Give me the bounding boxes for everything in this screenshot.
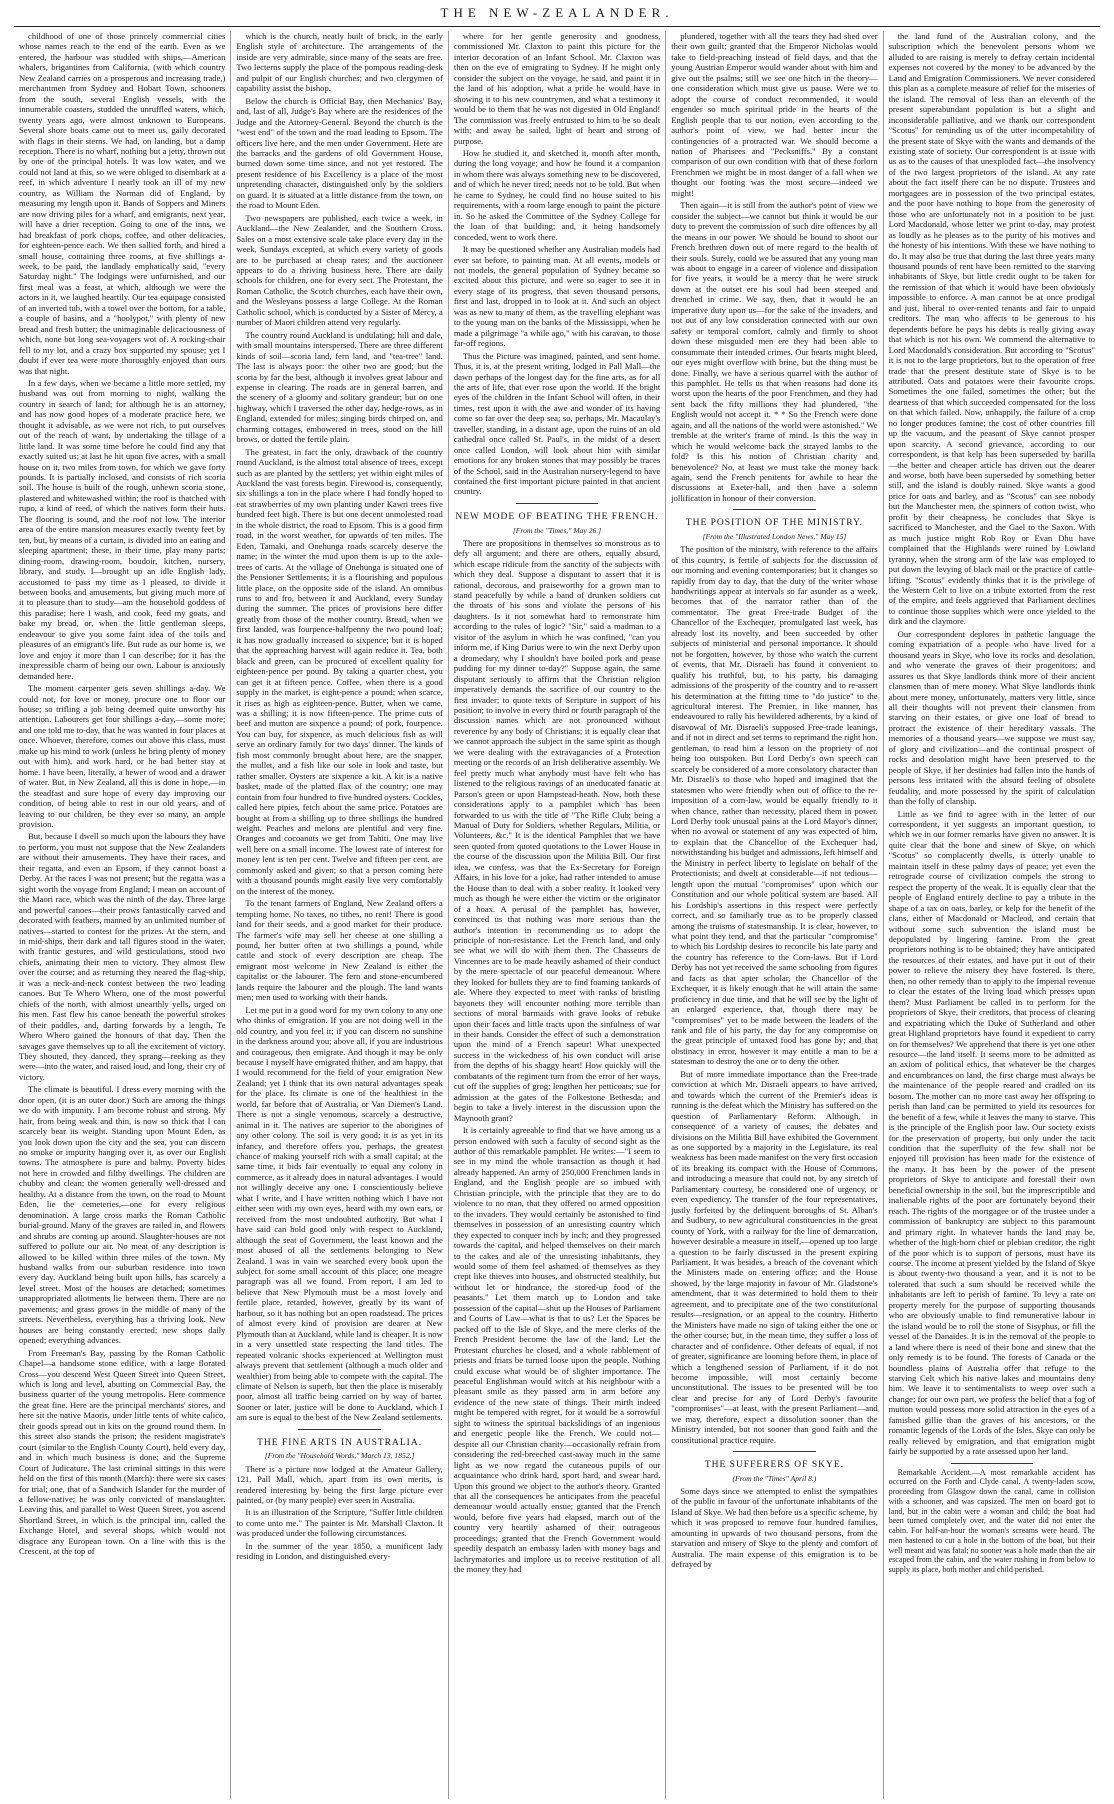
article-title-skye: THE SUFFERERS OF SKYE. — [704, 1460, 845, 1471]
paragraph: the land fund of the Australian colony, and the subscription which the benevolent persons whom we alluded to are raising is merely to defray certain incidental expenses not covered by the money to be advanced by the Land and Emigration Commissioners. We never considered this plan as a complete measure of relief for the miseries of the island. The removal of less than an eleventh of the present superabundant population is but a slight and inconsiderable palliative, and we thank our correspondent "Scotus" for reminding us of the utter incompetability of the present state of Skye with the wants and demands of the existing state of society. Our correspondent is at issue with us as to the causes of that unexploded fact—the insolvency of the two largest proprietors of the island. At any rate about the fact itself there can be no dispute. Trustees and mortgagees are in possession of the two principal estates, and the poor have nothing to hope from the generosity of those who are unfortunately not in a position to be just. Lord Macdonald, whose letter we print to-day, may protest as loudly as he pleases as to the purity of his motives and the honesty of his intentions. With these we have nothing to do. It may also be true that during the last three years many thousand pounds of rent have been remitted to the starving inhabitants of Skye, but little credit ought to be taken for the remission of that which it would have been obviously impossible to enforce. A man cannot be at once prodigal and just, liberal to over-rented tenants and fair to unpaid creditors. The man who affects to be generous to his dependents before he pays his debts is really giving away that which is not his own. We commend the alternative to Lord Macdonald's consideration. But according to "Scotus" it is not to the large proprietors, but to the operation of free trade that the present destitute state of Skye is to be attributed. Oats and potatoes were their favourite crops. Sometimes the one failed, sometimes the other; but the dearness of that which succeeded compensated for the loss on that which failed. Now, unhappily, the failure of a crop no longer produces famine; the cost of other countries fill up the vacuum, and the peasant of Skye cannot prosper upon scarcity. A second grievance, according to our correspondent, is that kelp has been superseded by barilla—the better and cheaper article has driven out the dearer and worse, both have been superseded by something better still, and the island is doubly ruined. Skye wants a good price for oats and barley, and as "Scotus" can see nobody but the Manchester men, the spinners of cotton twist, who profit by their cheapness, he concludes that Skye is sacrificed to Manchester, and the Gael to the Saxon. With as much justice might Rob Roy or Evan Dhu have complained that the Highlands were ruined by Lowland tyranny, when the strong arm of the law was employed to put down the levying of black mail or the practice of cattle-lifting. "Scotus" evidently thinks that it is the privilege of the Western Celt to live on a tribute extorted from the rest of the empire, and feels aggrieved that Parliament declines to continue those supplies which were once yielded to the dirk and the claymore. — [888, 31, 1096, 627]
paragraph: How he studied it, and sketched it, month after month, during the long voyage; and how he found it a companion in whom there was always something new to be discovered, and of which he never tired; needs not to be told. But when he came to Sydney, he could find no house suited to his requirements, with a room large enough to paint the picture in. So he asked the Committee of the Sydney College for the loan of that building; and, it being handsomely conceded, went to work there. — [453, 147, 661, 242]
paragraph: plundered, together with all the tears they had shed over their own guilt; granted that the Emperor Nicholas would take to field-preaching instead of field days, and that the young Austrian Emperor would wander about with him and give out the psalms; still we see one hitch in the theory—one consideration which must give us pause. Were we to adopt the course of conduct recommended, it would engender so much spiritual pride in the hearts of the English people that to our notion, even according to the author's point of view, we had better incur the contingencies of a protracted war. We should become a nation of Pharisees and "Pecksniffs." By a constant comparison of our own condition with that of these forlorn Frenchmen we might be in most danger of a fall when we thought our footing was the most secure—indeed we might! — [671, 31, 878, 198]
article-title-ministry: THE POSITION OF THE MINISTRY. — [685, 518, 864, 529]
section-divider — [733, 509, 816, 510]
paragraph: There are propositions in themselves so monstrous as to defy all argument; and there are others, equally absurd, which escape ridicule from the sanctity of the subjects with which they deal. Suppose a disputant to assert that it is rational, decorous, and praiseworthy for a grown man to stand peacefully by while a band of drunken soldiers cut the throats of his sons and violate the persons of his daughters. Is it not somewhat hard to remonstrate him according to the rules of logic? "Sir," said a madman to a visitor of the asylum in which he was confined, "can you inform me, if King Darius were to win the next Derby upon a dromedary, why I shouldn't have boiled pork and pease pudding for my dinner to-day?" Suppose again, the same disputant seriously to affirm that the Christian religion imperatively demands the sacrifice of our country to the first invader; to quote texts of Scripture in support of his position; to involve in every third or fourth paragraph of the discussion names which are not pronounced without reverence by any body of Christians; it is equally clear that we cannot approach the subject in the same spirit as though we were dealing with the extravagancies of a Protection meeting or the records of an Irish deliberative assembly. We feel pretty much what anybody must have felt who has listened to the religious ravings of an uneducated fanatic at Parson's green or upon Hampstead-heath. Now, both these considerations apply to a pamphlet which has been forwarded to us with the title of "The Rifle Club; being a Manual of Duty for Soldiers, whether Regulars, Militia, or Volunteers, &c." It is the identical Pamphlet that we have seen quoted from quoted quotations to the Lower House in the course of the discussion upon the Militia Bill. Our first idea, we confess, was that the Ex-Secretary for Foreign Affairs, in his love for a joke, had rather intended to amuse the House than to deal with a sober reality. It looked very much as though he were either the victim or the originator of a hoax. A perusal of the pamphlet has, however, convinced us that nothing was more serious than the author's intention in recommending us to adopt the principle of non-resistance. Let the French land, and only see what we will do with them then. The Chasseurs de Vincennes are to be made heavily ashamed of their conduct by the mere spectacle of our peaceful demeanour. Where they looked for bullets they are to find foaming tankards of ale. Where they expected to meet with ranks of bristling bayonets they will encounter nothing more terrible than sections of moral barmaids with grave looks of rebuke upon their faces and little tracts upon the sinfulness of war in their hands. Consider the effect of such a demonstration upon the mind of a French sapeur! What unexpected success in the wickedness of his own conduct will arise from the depths of his shaggy heart! How quickly will the combatants of the regiment turn from the error of her ways, cut off the supplies of grog; lengthen her petticoats; sue for admission at the gates of the Folkestone Bethesda; and begin to take a lively interest in the discussion upon the Maynooth grant? — [453, 537, 661, 1123]
accident-notice: Remarkable Accident.—A most remarkable accident has occurred on the Forth and Clyde canal. A twenty-laden scow, proceeding from Glasgow down the canal, came in collision with a schooner, and was capsized. The men on board got to land, but in the cabin were a woman and child; the boat had been turned completely over, and the water did not enter the cabin. For half-an-hour the woman's screams were heard. The men hastened to cut a hole in the bottom of the boat, but their well meant aid was fatal; no sooner was a hole made than the air escaped from the cabin, and the water rushing in from below to supply its place, both mother and child perished. — [888, 1467, 1096, 1574]
section-divider — [733, 1451, 816, 1452]
section-divider — [516, 503, 599, 504]
paragraph: It is certainly agreeable to find that we have among us a person endowed with such a faculty of second sight as the author of this remarkable pamphlet. He writes:—"I seem to see in my mind the whole transaction as though it had already happened. An army of 250,000 Frenchmen lands in England, and the English people are so imbued with Christian principle, with the principle that they are to do violence to no man, that they offered no armed opposition to the invaders. They would certainly be astonished to find themselves in possession of an unresisting country which they expected to conquer inch by inch; and they progressed towards the capital, and helped themselves on their march to the cakes and ale of the unresisting inhabitants, they would some of them feel ashamed of themselves as they crept like thieves into houses, and obstructed stealthily, but without let or hindrance, the stored-up food of the peasants." Let them march up to London and take possession of the capital—shut up the Houses of Parliament and Courts of Law—what is that to us? Let the Spaces be packed off to the Isle of Skye, and the mere clerks of the French President become the law of the land. Let the Protestant churches be closed, and a whole rabblement of priests and friars be turned loose upon the people. Nothing could excuse what would be of slighter importance. The peaceful Englishman would witch at his neighbour with a pleasant smile as they passed arm in arm before any evidence of the new state of things. Their mirth indeed might be tempered with regret, for it would be a sorrowful sight to witness the spiritual backslidings of an ingenious and energetic people like the French. We could not—despite all our Christian charity—occasionally refrain from considering the red-breeched cast-away much in the same light as we now regard the cutaneous pupils of our acquaintance who drink hard, sport hard, and swear hard. Upon this ground we object to the author's theory. Granted that all the consequences he anticipates from the peaceful demeanour would actually ensue; granted that the French would, before five years had elapsed, march out of the country very heartily ashamed of their outrageous proceedings; granted that the French Government would speedily despatch an embassy laden with money bags and lachrymatories and implore us to receive restitution of all the money they had — [453, 1125, 661, 1575]
paragraph: But of more immediate importance than the Free-trade conviction at which Mr. Disraeli appears to have arrived, and towards which the current of the Premier's ideas is running is the defeat which the Ministry has suffered on the question of Parliamentary Reform. Although, in consequence of a variety of causes, the debates and divisions on the Militia Bill have exhibited the Government as one supported by a majority in the Legislature, its real weakness has been made manifest on the very first occasion of its breaking its compact with the House of Commons, and introducing a measure that could not, by any stretch of Parliamentary courtesy, be considered one of urgency, or even expediency. The transfer of the four representatives, justly forfeited by the delinquent boroughs of St. Alban's and Sudbury, to new agricultural constituencies in the great county of York, with a railway for the line of demarcation, however desirable a measure in itself,—opened up too large a question to be fairly discussed in the present expiring Parliament. It was besides, a breach of the covenant which the Ministers made on entering office; and the House showed, by the large majority in favour of Mr. Gladstone's amendment, that it was determined to hold them to their agreement, and to precipitate one of the two constitutional results—resignation, or an appeal to the country. Hitherto the Ministers have made no sign of taking either the one or the other course; but, in the mean time, they suffer a loss of character and of confidence. Other defeats of equal, if not of greater, significance are looming before them, in place of which a lengthened session of Parliament, if it do not become impossible, will most certainly become unconstitutional. The issues to be presented will be too clear and precise for any of Lord Derby's favourite "compromises"—at least, with the present Parliament—and we may, therefore, expect a dissolution sooner than the Ministry intended, but not sooner than good faith and the constitutional practice require. — [671, 1068, 878, 1445]
paragraph: The position of the ministry, with reference to the affairs of this country, is fertile of subjects for the discussion of our morning and evening contemporaries; but it changes so rapidly from day to day, that the duty of the writer whose handwritings appear at intervals so far asunder as a week, becomes that of the narrator rather than of the commentator. The great Free-trade Budget of the Chancellor of the Exchequer, promulgated last week, has already lost its novelty, and been succeeded by other subjects of ministerial and personal importance. It should not be forgotten, however, by those who watch the current of events, that Mr. Disraeli has found it convenient to qualify his truthful, but, to his party, his damaging admissions of the prosperity of the country and to re-assert his determination at the fitting time to "do justice" to the agricultural interest. The Premier, in like manner, has endeavoured to rally his bewildered adherents, by a kind of disavowal of Mr. Disraeli's supposed Free-trade leanings, and if not in direct and set terms to reprimand the right hon. gentleman, to read him a lesson on the propriety of not being too outspoken. But Lord Derby's own speech can scarcely be considered of a more consolatory character than Mr. Disraeli's to those who hoped and imagined that the statesmen who were friendly when out of office to the re-imposition of a corn-law, would be equally friendly to it when chance, rather than necessity, placed them in power. Lord Derby took unusual pains at the Lord Mayor's dinner, when no avowal or statement of any was expected of him, to explain that the Chancellor of the Exchequer had, notwithstanding his budget and admissions, left himself and the Ministry in perfect liberty to legislate on behalf of the Protectionists; and dwelt at considerable—if not tedious—length upon the mutual "compromises" upon which our Constitution and our whole political system are based. All his Lordship's assertions in this respect were perfectly correct, and so familiarly true as to be properly classed among the truisms of statesmanship. It is clear, however, to what point they tend, and that the particular "compromise" to which his Lordship desires to reconcile his late party and the country has reference to the Corn-laws. But if Lord Derby has not yet received the same schooling from figures and facts as that apter scholar, the Chancellor of the Exchequer, it is likely enough that he will attain the same proficiency in due time, and that he will see by the light of an enlarged experience, that, though there may be "compromises" yet to be made between the leaders of the rank and file of his party, the day for any compromise on the great principle of untaxed food has gone by; and that obstinacy in error, however it may entitle a man to be a statesman to destroy the one or to deny the other. — [671, 544, 878, 1067]
paragraph: In the summer of the year 1850, a munificent lady residing in London, and distinguished every- — [236, 1540, 443, 1562]
paragraph: The climate is beautiful. I dress every morning with the door open, (it is an outer door.) Such are among the things we do with impunity. I am become robust and strong. My hair, from being weak and thin, is now so thick that I can scarcely bear its weight. Standing upon Mount Eden, as you look down upon the city and the sea, you can discern no smoke or impurity hanging over it, as over our English towns. The atmosphere is pure and balmy. Poverty hides not here in crowded and filthy dwellings. The children are chubby and clean; the women generally well-dressed and healthy. At a distance from the town, on the road to Mount Eden, lie the cemeteries,—one for every religious denomination. A large cross marks the Roman Catholic burial-ground. Many of the graves are railed in, and flowers and shrubs are coming up around. Slaughter-houses are not suffered to pollute our air. No meat of any description is allowed to be killed within three miles of the town. My husband walks from our suburban residence into town every day. Auckland being built upon hills, has scarcely a level street. Most of the houses are detached; sometimes unappropriated allotments lie between them. There are no pavements; and grass grows in the middle of many of the streets. Nevertheless, everything has a thriving look. New houses are being constantly erected; new shops daily opened; everything advances. — [19, 1084, 226, 1346]
article-source: [From the "Times," May 26.] — [512, 525, 602, 535]
paragraph: Below the church is Official Bay, then Mechanics' Bay, and, last of all, Judge's Bay where are the residences of the Judge and the Attorney-General. Beyond the church is the "west end" of the town and the road leading to Epsom. The officers live here, and the men under Government. Here are the barracks and the gardens of old Government House, burned down some time since, and not yet restored. The present residence of his Excellency is a place of the most unpretending character, distinguished only by the soldiers on guard. It is situated at a little distance from the town, on the road to Mount Eden. — [236, 95, 443, 211]
column-3 — [449, 31, 666, 1799]
paragraph: But, because I dwell so much upon the labours they have to perform, you must not suppose that the New Zealanders are without their amusements. They have their races, and their regatta, and even an Epsom, if they cannot boast a Derby. At the races I was not present; but the regatta was a sight worth the voyage from England; I mean on account of the Maori race, which was the ninth of the day. Three large and powerful canoes—their prows fantastically carved and decorated with feathers, manned by an unlimited number of natives—started to contest for the prizes. At the stern, and in mid-ships, their dark and tall figures stood in the water, with frantic gestures, and wild gesticulations, stood two chiefs, animating their men to victory. They almost flew over the course; and as returning they neared the flag-ship, it was a neck-and-neck contest between the two leading canoes. But Te Whero Whero, one of the most powerful chiefs of the north, with almost unearthly yells, urged on his men. Fast flew his canoe beneath the powerful strokes of their paddles, and, darting forwards by a length, Te Whero Whero gained the honours of that day. Then the savages gave themselves up to all the excitement of victory. They shouted, they danced, they sprang—reeking as they were—into the water, and raised loud, and long, their cry of victory. — [19, 831, 226, 1082]
paragraph: which is the church, neatly built of brick, in the early English style of architecture. The arrangements of the inside are very admirable, since many of the seats are free. Two lecterns supply the place of the pompous reading-desk and pulpit of our English churches; and two clergymen of capability assist the bishop. — [236, 31, 443, 94]
paragraph: Little as we find to agree with in the letter of our correspondent, it yet suggests an important question, to which we in our former remarks have given no answer. It is quite clear that the bone and sinew of Skye, on which "Scotus" so complacently dwells, is utterly unable to maintain itself in these palmy days of peace; yet even the retrograde course of civilization compels the strong to respect the property of the weak. It is equally clear that the people of England entirely decline to pay a tribute in the shape of a tax on oats, barley, or kelp for the benefit of the clans, either of Macdonald or Macleod, and certain that without some such subvention the island must be depopulated by lingering famine. From the great proprietors nothing is to be obtained; they have anticipated the resources of their estates, and have put it out of their power to relieve the misery they have fostered. Is there, then, no other remedy than to apply to the Imperial revenue to clear the estates of the living load which presses upon them? Must Parliament be called in to perform for the proprietors of Skye, their creditors, that process of clearing and expatriating which the Duke of Sutherland and other great Highland proprietors have found it expedient to carry on for themselves? We apprehend that there is yet one other resource—the land itself. It seems more to be admitted as an axiom of political ethics, that whatever be the charges and encumbrances on land, the first charge must always be the maintenance of the people reared and cradled on its bosom. The mother can no more cast away her offspring to perish than land can be permitted to yield its resources for the benefit of a few, while it leaves the many to starve. This is the principle of the English poor law. Our society exists for the preservation of property, but only under the tacit condition that the superfluity of the few shall not be enjoyed till provision has been made for the existence of the many. It has been by the power of the present proprietors of Skye to anticipate and forestall their own beneficial ownership in the soil, but the imprescriptible and inalienable rights of the poor are fortunately beyond their reach. The rights of the mortgagee or of the trustee under a commission of bankruptcy are subject to this paramount and primary right. In whatever hands the land may be, whether of the high-born chief or plebian creditor, the right of the poor which is to support of persons, must have its course. The income at present yielded by the Island of Skye is about twenty-two thousand a year, and it is not to be tolerated that such a sum should be received while the inhabitants are left to perish of famine. To levy a rate on property merely for the purpose of supporting thousands who are obviously unable to find remunerative labour in the island would be to roll the stone of Sisyphus, or fill the vessel of the Danaides. It is in the removal of the people to a land where there is need of their bone and sinew that the only remedy is to be found. The forests of Canada or the boundless plains of Australia offer that refuge to the starving Celt which his native lakes and mountains deny him. We leave it to sentimentalists to weep over such a change; for our own part, we profess the belief that a fog of mutton would possess more solid attraction in the eyes of a famished gillie than the graves of his ancestors, or the romantic legends of the Lords of the Isles. Skye can only be really relieved by emigration, and that emigration might fairly be supported by a rate assessed upon her land. — [888, 808, 1096, 1457]
article-source: [From the "Illustrated London News," May 15] — [702, 531, 847, 541]
paragraph: childhood of one of those princely commercial cities whose names reach to the end of the earth. Even as we entered, the harbour was studded with ships,—American whalers, brigantines from California, (with which country New Zealand carries on a prosperous and increasing trade,) merchantmen from Sydney and Hobart Town, schooners from the south, several English vessels, with the innumerable coasters, studded the unruffled waters, which, twenty years ago, were almost unknown to Europeans. Several shore boats came out to meet us, gaily decorated with flags in their sterns. We had, on landing, but a damp reception. There is no wharf, nothing but a jetty, thrown out by one of the principal hotels. It was low water, and we could not land at this, so we were obliged to disembark at a reef, in which adventure I nearly took an ill of my new country, as William the Norman did of England, by measuring my length upon it. Bands of Soppers and Miners are now driving piles for a wharf, and emigrants, next year, will have a drier reception. Going to one of the inns, we had breakfast of pork chops, coffee, and other delicacies, for eighteen-pence each. We then sallied forth, and hired a small house, containing three rooms, at five shillings a-week, to be paid, the landlady emphatically said, "every Saturday night." The lodgings were unfurnished, and our first meal was a feast, at which, although we were the actors in it, we laughed heartily. Our tea equipage consisted of an inverted tub, with a towel over the bottom, for a table, a couple of basins, and a "hoolypot," with plenty of new bread and fresh butter; the unimaginable delicaciousness of which, none but long sea-voyagers wot of. A rocking-chair fell to my lot, and a crazy box supported my spouse; yet I doubt if ever tea were more thoroughly enjoyed than ours was that night. — [19, 31, 226, 376]
paragraph: where for her gentle generosity and goodness, commissioned Mr. Claxton to paint this picture for the interior decoration of an Infant School. Mr. Claxton was then on the eve of emigrating to Sydney. If he might only consider the subject on the voyage, he said, and paint it in the land of his adoption, what a pride he would have in showing it to his new countrymen, and what a testimony it would be to them that he was not digested in Old England! The commission was freely entrusted to him to be so dealt with; and away he sailed, light of heart and strong of purpose. — [453, 31, 661, 146]
paragraph: Our correspondent deplores in pathetic language the coming expatriation of a people who have lived for a thousand years in Skye, who love its rocks and desolation, and who venerate the graves of their progenitors; and assures us that Skye landlords think more of their ancient clansmen than of mere money. What Skye landlords think about mere money, unfortunately, matters very little, since all their thoughts will not prevent their clansmen from starving on their estates, or give one loaf of bread to protract the existence of their hereditary vassals. The memories of a thousand years—we suppose we must say, of glory and civilization—and the continual prospect of rocks and desolation might have been preserved to the people of Skye, if her destinies had fallen into the hands of persons less irritated with the absurd feeling of obsolete feudality, and more possessed by the spirit of calculation than the folly of clanship. — [888, 628, 1096, 807]
column-2 — [231, 31, 448, 1799]
paragraph: Thus the Picture was imagined, painted, and sent home. Thus, it is, at the present writing, lodged in Pall Mall—the dawn perhaps of the longest day for the fine arts, as for all the arts of life, that ever rose upon the world. If the bright eyes of the children in the Infant School will often, in their times, rest upon it with the awe and wonder of its having come so far over the deep sea; so, perhaps, Mr. Macaulay's traveller, standing, in a distant age, upon the ruins of an old cathedral once called St. Paul's, in the midst of a desert once called London, will look about him with similar emotions for any broken stones that may possibly be traces of the School, said in the Australian nursery-legend to have contained the first important picture painted in that ancient country. — [453, 350, 661, 497]
paragraph: Two newspapers are published, each twice a week, in Auckland—the New Zealander, and the Southern Cross. Sales on a most extensive scale take place every day in the week, Sundays excepted, at which every variety of goods are to be purchased at cheap rates; and the auctioneer appears to do a thriving business here. There are daily schools for children, one for every sect. The Protestant, the Roman Catholic, the Scotch churches, each have their own, and the Wesleyans possess a large College. At the Roman Catholic school, which is conducted by a Sister of Mercy, a number of Maori children attend very regularly. — [236, 212, 443, 328]
paragraph: To the tenant farmers of England, New Zealand offers a tempting home. No taxes, no tithes, no rent! There is good land for their seeds, and a good market for their produce. The farmer's wife may sell her cheese at one shilling a pound, her butter often at two shillings a pound, while cattle and stock of every description are cheap. The emigrant most welcome in New Zealand is either the capitalist or the labourer. The fern and stone-encumbered lands require the labourer and the plough. The land wants men; men used to working with their hands. — [236, 898, 443, 1003]
paragraph: Let me put in a good word for my own colony to any one who thinks of emigration. If you are not doing well in the old country, and you feel it; if you can discern no sunshine in the darkness around you; above all, if you are industrious and courageous, then emigrate. And though it may be only because I myself have emigrated thither, and am happy, that I would recommend for the field of your emigration New Zealand; yet I think that its own natural advantages speak for the place. Its climate is one of the healthiest in the world, far before that of Australia, or Van Diemen's Land. There is not a single venomous, scarcely a destructive, animal in it. The natives are superior to the aborigines of any other colony. The soil is very good; it is as yet in its infancy, and therefore offers you, perhaps, the greatest chance of making yourself rich with a small capital; at the same time, it bids fair eventually to equal any colony in commerce, as it already does in natural advantages. I would not willingly deceive any one. I conscientiously believe what I write, and I have written nothing which I have not either seen with my own eyes, heard with my own ears, or received from the most undoubted authority. But what I have said can hold good only with respect to Auckland, although the seat of Government, the least known and the most abused of all the settlements belonging to New Zealand. I was in vain we searched every book upon the subject for some small account of this place; one meagre paragraph was all we found. From report, I am led to believe that New Plymouth must be a most lovely and fertile place, retarded, however, greatly by its want of harbour, so it has nothing but an open roadstead. The prices of almost every kind of provision are dearer at New Plymouth than at Auckland, while land is cheaper. It is now in a very unsettled state respecting the land titles. The repeated volcanic shocks experienced at Wellington must always prevent that settlement (although a much older and wealthier) from being able to compete with the capital. The climate of Nelson is superb, but then the place is miserably poor, almost all traffic being carried on by way of barter. Sooner or later, justice will be done to Auckland, which I am sure is equal to the best of the New Zealand settlements. — [236, 1004, 443, 1423]
paragraph: Then again—it is still from the author's point of view we consider the subject—we cannot but think it would be our duty to prevent the commission of such dire offences by all the means in our power. We should be bound to shoot our French brethren down out of mere regard to the health of their souls. Surely, could we be assured that any young man was about to engage in a career of violence and dissipation for five years, it would be a mercy that he were struck down at the outset ere his soul had been steeped and drenched in crime. We say, then, that it would be an imperative duty upon us—for the sake of the invaders, and not out of any low consideration connected with our own safety or temporal comfort, calmly and firmly to shoot down these misguided men ere they had been able to consummate their intended crimes. Our hearts might bleed, our eyes might overflow with brine, but the thing must be done. Finally, we have a serious quarrel with the author of this pamphlet. He tells us that when reasons had done its worst upon the hearts of the poor Frenchmen, and they had sent back the fifty millions they had plundered, "the English would not accept it. * * So the French were done again, and all the nations of the world were astonished." We tremble at the writer's frame of mind. Is this the way in which he would welcome back the strayed lambs to the fold? Is this his notion of Christian charity and benevolence? No, at least we must take the money back again, send the French penitents for awhile to hear the discussions at Exeter-hall, and then have a solemn jollification in honour of their conversion. — [671, 200, 878, 503]
column-1 — [14, 31, 231, 1799]
paragraph: From Freeman's Bay, passing by the Roman Catholic Chapel—a handsome stone edifice, with a large florated Cross—you descend West Queen Street into Queen Street, which is long and level, abutting on Commercial Bay, the business quarter of the young metropolis. Here commence the great fine. Here are the principal merchants' stores, and here sit the native Maoris, under little tents of white calico, their goods spread out in kits on the ground round them. In this street also stands the prison; the resident magistrate's court (similar to the English County Court), held every day, and in which much business is done; and the Supreme Court of Judicature. The last criminal sittings in this were held on the first of this month (March): there were six cases for trial; one, that of a Sandwich Islander for the murder of a fellow-native; he was only convicted of manslaughter. Leaving this, and parallel to West Queen Street, you ascend Shortland Street, in which is the principal inn, called the Exchange Hotel, and several shops, which would not disgrace any European town. On a line with this is the Crescent, at the top of — [19, 1347, 226, 1557]
paragraph: The greatest, in fact the only, drawback of the country round Auckland, is the almost total absence of trees, except such as are planted by the settlers; yet within eight miles of Auckland the vast forests begin. Firewood is, consequently, six shillings a ton in the place where I had fondly hoped to eat strawberries of my own planting under Kawri trees five hundred feet high. There is but one decent unmolested road in the whole district, the road to Epsom. This is a good firm road, in the worst weather, for upwards of ten miles. The Eden, Tamaki, and Onehunga roads scarcely deserve the name; in the winter the mud upon them is up to the axle-trees of carts. At the village of Onehunga is situated one of the Pensioner Settlements; it is a flourishing and populous little place, on the opposite side of the island. An omnibus runs to and fro, between it and Auckland, every Sunday during the summer. The prices of provisions here differ greatly from those of the mother country. Bread, when we first landed, was fourpence-halfpenny the two pound loaf; it has now gradually increased to sixpence; but it is hoped that the approaching harvest will again reduce it. Tea, both black and green, can be procured of excellent quality for eighteen-pence per pound. By taking a quarter chest, you can get it at fifteen pence. Coffee, when there is a good supply in the market, is eight-pence a pound; when scarce, it rises as high as eighteen-pence. Butter, when we came, was a shilling; it is now fifteen-pence. The prime cuts of beef and mutton are sixpence a pound; of pork, fourpence. You can buy, for sixpence, as much delicious fish as will serve an ordinary family for two days' dinner. The kinds of fish most commonly brought about here, are the snapper, the mullet, and a fish like our sole in look and taste, but rather smaller. Oysters are sixpence a kit. A kit is a native basket, made of the platted flax of the country; one may contain from four hundred to five hundred oysters. Cockles, called here pipies, fetch about the same price. Potatoes are bought at from a shilling up to three shillings the hundred weight. Peaches and melons are plentiful and very fine. Oranges and cocoanuts we get from Tahiti. One may live well here on a small income. The lowest rate of interest for money lent is ten per cent. Twelve and fifteen per cent. are commonly asked and given; so that a person coming here with a thousand pounds might easily live very comfortably on the interest of the money. — [236, 446, 443, 896]
article-title-fine-arts: THE FINE ARTS IN AUSTRALIA. — [257, 1437, 423, 1448]
article-source: [From the "Household Words," March 13, 1852.] — [264, 1451, 415, 1461]
paragraph: The country round Auckland is undulating; hill and dale, with small mountains interspersed. There are three different kinds of soil—scoria land, fern land, and "tea-tree" land. The last is always poor: the other two are good; but the scoria by far the best, although it involves great labour and expense in clearing. The roads are in general barren, and the scenery of a gloomy and solitary grandeur; but on one highway, which I traversed the other day, hedge-rows, as in England, extended for miles; singing birds chirped on, and charming cottages, embowered in trees, stood on the hill brows, or dotted the fertile plain. — [236, 329, 443, 445]
columns — [14, 31, 1100, 1799]
paragraph: Some days since we attempted to enlist the sympathies of the public in favour of the unfortunate inhabitants of the Island of Skye. We had then before us a specific scheme, by which it was proposed to remove four hundred families, amounting in upwards of two thousand persons, from the starvation and misery of Skye to the plenty and comfort of Australia. The main expense of this emigration is to be defrayed by — [671, 1485, 878, 1570]
paragraph: It may be questioned whether any Australian models had ever sat before, to painting man. At all events, models or not models, the general population of Sydney became so excited about this picture, and were so eager to see it in every stage of its progress, that seven thousand persons, first and last, dropped in to look at it. And such an object was as new to many of them, as the travelling elephant was to the young man on the banks of the Mississippi, when he made a pilgrimage "a while ago," with his caravan, to those far-off regions. — [453, 244, 661, 349]
paragraph: The moment carpenter gets seven shillings a-day. We could not, for love or money, procure one to floor our house; so trifling a job being deemed quite unworthy his attention. Labourers get four shillings a-day,—some more; and one told me to-day, that he was wanted in four places at once. Whoever, therefore, comes out above this class, must make up his mind to work (unless he bring plenty of money out with him), and work hard, or he had better stay at home. I have been, literally, a hewer of wood and a drawer of water. But, in New Zealand, all this is done in hope,—in the steadfast and sure hope of every day improving our condition, of being able to rest in our old years, and of leaving to our children, be they ever so many, an ample provision. — [19, 683, 226, 829]
masthead — [14, 0, 1100, 27]
masthead-title: THE NEW-ZEALANDER. — [440, 5, 674, 20]
section-divider — [298, 1429, 381, 1430]
section-divider — [951, 1463, 1034, 1464]
article-title-beating-french: NEW MODE OF BEATING THE FRENCH. — [455, 511, 659, 522]
column-4 — [666, 31, 883, 1799]
paragraph: There is a picture now lodged at the Amateur Gallery, 121, Pall Mall, which, apart from its own merits, is rendered interesting by being the first large picture ever painted, or (by many people) ever seen in Australia. — [236, 1463, 443, 1505]
column-5 — [884, 31, 1100, 1799]
article-source: (From the "Times" April 8.) — [732, 1473, 817, 1483]
paragraph: In a few days, when we became a little more settled, my husband was out from morning to night, walking the country in search of land; for although he is an attorney, and has now good hopes of a moderate practice here, we thought it advisable, as we were not rich, to put ourselves out of the reach of want, by undertaking the tillage of a little land. It was some time before he could find any that exactly suited us; at last he hit upon five acres, with a small house on it, two miles from town, for which we gave forty pounds. It is partially inclosed, and consists of rich scoria soil. The house is built of the rough, unhewn scoria stone, plastered and whitewashed within; the roof is thatched with rupo, a kind of reed, of which the natives form their huts. The flooring is sound, and the roof not low. The interior area of the entire mansion measures exactly twenty feet by ten, but, by means of a curtain, is divided into an eating and sleeping apartment; these, in their time, play many parts; dining-room, drawing-room, boudoir, kitchen, nursery, library, and study. I—brought up an idle English lady, accustomed to pass my time as I pleased, to divide it between books and amusements, but giving much more of it to pleasure than to study—am the household goddess of this paradise; here I wash, and cook, feed my goats, and bake my bread, or, when the little gentleman sleeps, endeavour to give you some faint idea of the toils and pleasures of an emigrant's life. But rude as our home is, we love and enjoy it more than I can describe; for it has the inexpressible charm of being our own. Labour is anxiously demanded here. — [19, 377, 226, 681]
paragraph: It is an illustration of the Scripture, "Suffer little children to come unto me." The painter is Mr. Marshall Claxton. It was produced under the following circumstances. — [236, 1507, 443, 1539]
